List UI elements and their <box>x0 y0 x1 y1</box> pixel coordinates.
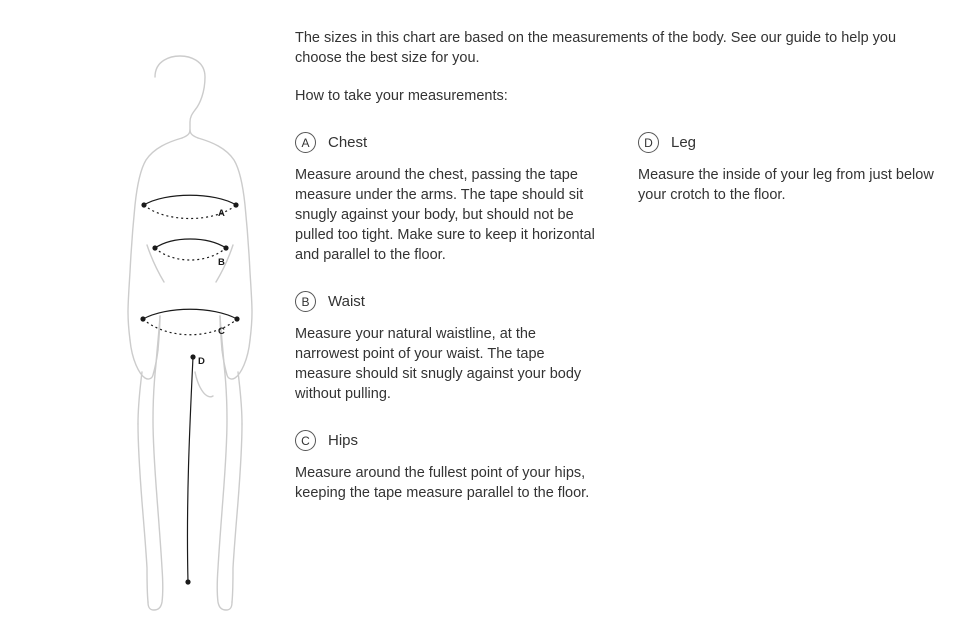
badge-a-icon: A <box>295 132 316 153</box>
measurement-column-left <box>295 132 605 529</box>
badge-d-icon: D <box>638 132 659 153</box>
measurement-header-waist <box>295 291 605 312</box>
body-measurement-diagram <box>40 20 290 624</box>
figure-label-hips: C <box>218 326 225 337</box>
size-guide-content <box>295 28 955 501</box>
how-to-heading: How to take your measurements: <box>295 88 508 104</box>
measurement-title-hips: Hips <box>328 432 359 449</box>
chest-point-left <box>141 202 146 207</box>
hips-point-left <box>140 316 145 321</box>
measurement-body-waist: Measure your natural waistline, at the narrowest point of your waist. The tape measure should sit snugly against your body without pulling. <box>295 326 582 402</box>
body-figure-svg <box>40 20 290 624</box>
badge-c-icon: C <box>295 430 316 451</box>
waist-back-arc <box>155 248 226 260</box>
measurement-header-leg <box>638 132 948 153</box>
measurement-column-right <box>638 132 948 231</box>
hips-front-arc <box>143 309 237 319</box>
measurement-header-chest <box>295 132 605 153</box>
figure-label-waist: B <box>218 257 225 268</box>
measurement-body-leg: Measure the inside of your leg from just below your crotch to the floor. <box>638 167 934 203</box>
badge-b-icon: B <box>295 291 316 312</box>
waist-point-right <box>223 245 228 250</box>
measurement-title-leg: Leg <box>671 134 697 151</box>
leg-line <box>187 357 193 582</box>
waist-front-arc <box>155 239 226 248</box>
measurement-title-waist: Waist <box>328 293 365 310</box>
figure-label-leg: D <box>198 356 205 367</box>
measurement-section-waist <box>295 291 605 404</box>
measurement-section-hips <box>295 430 605 503</box>
measurement-title-chest: Chest <box>328 134 368 151</box>
measurement-body-hips: Measure around the fullest point of your hips, keeping the tape measure parallel to the floor. <box>295 465 590 501</box>
chest-front-arc <box>144 195 236 205</box>
measurement-header-hips <box>295 430 605 451</box>
leg-point-top <box>190 354 195 359</box>
figure-label-chest: A <box>218 208 225 219</box>
measurement-lines <box>140 195 239 584</box>
hips-point-right <box>234 316 239 321</box>
chest-point-right <box>233 202 238 207</box>
measurement-section-leg <box>638 132 948 205</box>
measurement-section-chest <box>295 132 605 265</box>
intro-paragraph: The sizes in this chart are based on the measurements of the body. See our guide to help you choose the best size for you. <box>295 30 897 66</box>
leg-point-bottom <box>185 579 190 584</box>
body-outline <box>128 56 252 610</box>
waist-point-left <box>152 245 157 250</box>
measurement-body-chest: Measure around the chest, passing the tape measure under the arms. The tape should sit snugly against your body, but should not be pulled too tight. Make sure to keep it horizontal and parallel to the floor. <box>295 167 595 263</box>
